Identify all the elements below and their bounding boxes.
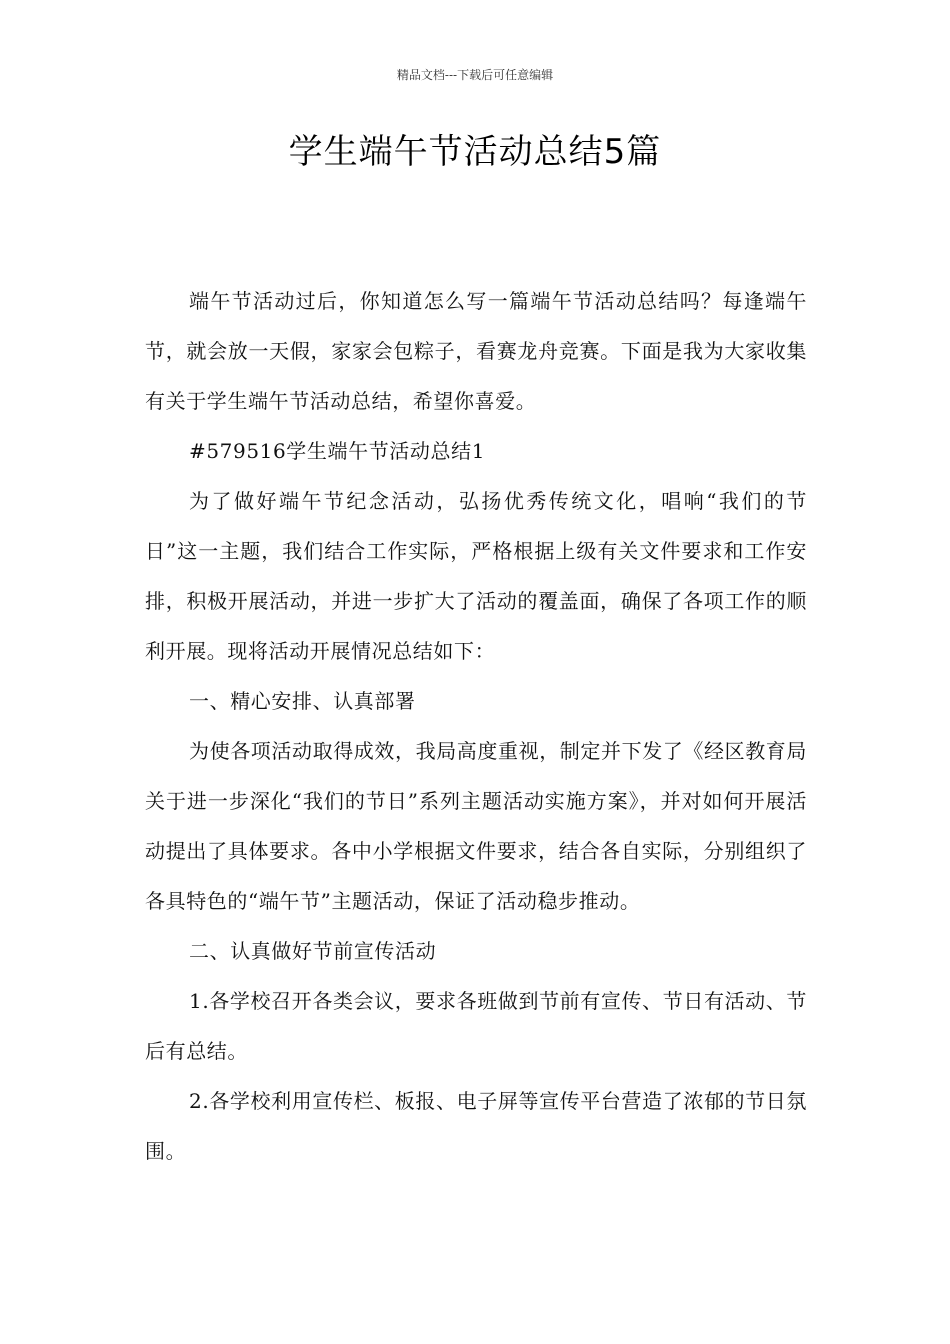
body-paragraph: 为使各项活动取得成效，我局高度重视，制定并下发了《经区教育局关于进一步深化“我们的节日”系列主题活动实施方案》，并对如何开展活动提出了具体要求。各中小学根据文件要求，结合各自实际，分别组织了各具特色的“端午节”主题活动，保证了活动稳步推动。 — [145, 739, 807, 913]
header-note: 精品文档---下载后可任意编辑 — [396, 68, 554, 82]
document-body — [145, 276, 807, 1176]
section-heading-summary-1: #579516学生端午节活动总结1 — [189, 439, 486, 463]
list-item-1: 1.各学校召开各类会议，要求各班做到节前有宣传、节日有活动、节后有总结。 — [145, 989, 807, 1063]
intro-paragraph: 端午节活动过后，你知道怎么写一篇端午节活动总结吗？每逢端午节，就会放一天假，家家会包粽子，看赛龙舟竞赛。下面是我为大家收集有关于学生端午节活动总结，希望你喜爱。 — [145, 289, 807, 413]
list-item-2: 2.各学校利用宣传栏、板报、电子屏等宣传平台营造了浓郁的节日氛围。 — [145, 1089, 807, 1163]
document-title: 学生端午节活动总结5篇 — [288, 132, 662, 172]
section-heading-planning: 一、精心安排、认真部署 — [189, 689, 416, 713]
body-paragraph: 为了做好端午节纪念活动，弘扬优秀传统文化，唱响“我们的节日”这一主题，我们结合工作实际，严格根据上级有关文件要求和工作安排，积极开展活动，并进一步扩大了活动的覆盖面，确保了各项工作的顺利开展。现将活动开展情况总结如下： — [145, 489, 807, 663]
section-heading-publicity: 二、认真做好节前宣传活动 — [189, 939, 437, 963]
